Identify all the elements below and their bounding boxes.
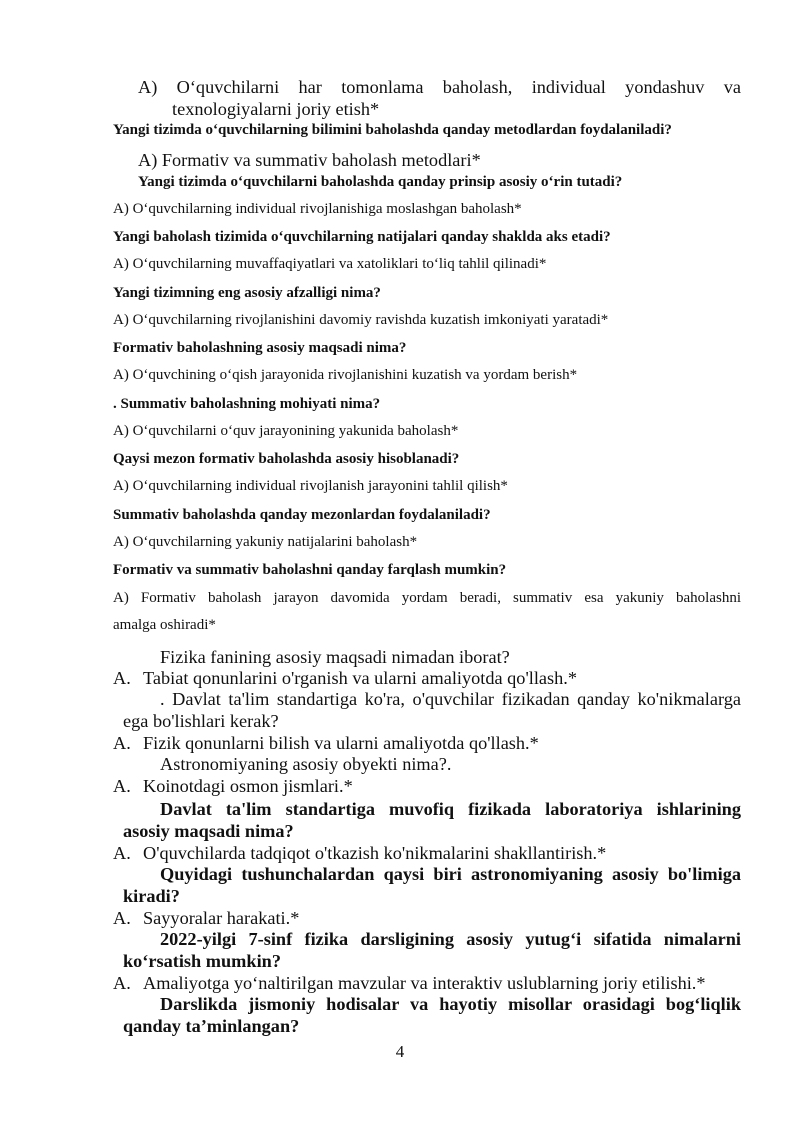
answer-line: Fizik qonunlarni bilish va ularni amaliyotda qo'llash.* <box>143 733 539 753</box>
question-line: Yangi tizimda o‘quvchilarning bilimini baholashda qanday metodlardan foydalaniladi? <box>113 122 672 138</box>
question-line: Formativ va summativ baholashni qanday farqlash mumkin? <box>113 562 507 578</box>
answer-line: O'quvchilarda tadqiqot o'tkazish ko'nikmalarini shakllantirish.* <box>143 843 607 863</box>
question-line: qanday ta’minlangan? <box>123 1016 300 1036</box>
answer-line: Sayyoralar harakati.* <box>143 908 300 928</box>
answer-label: A. <box>113 668 131 688</box>
question-line: . Summativ baholashning mohiyati nima? <box>113 396 381 412</box>
answer-label: A. <box>113 843 131 863</box>
answer-label: A. <box>113 908 131 928</box>
answer-line: Koinotdagi osmon jismlari.* <box>143 776 353 796</box>
answer-line: A) O‘quvchilarning rivojlanishini davomiy ravishda kuzatish imkoniyati yaratadi* <box>113 312 609 328</box>
answer-line: Amaliyotga yo‘naltirilgan mavzular va interaktiv uslublarning joriy etilishi.* <box>143 973 706 993</box>
question-line: Astronomiyaning asosiy obyekti nima?. <box>160 754 452 774</box>
question-line: kiradi? <box>123 886 180 906</box>
question-line: Summativ baholashda qanday mezonlardan foydalaniladi? <box>113 507 491 523</box>
answer-line: amalga oshiradi* <box>113 617 216 633</box>
question-line: . Davlat ta'lim standartiga ko'ra, o'quvchilar fizikadan qanday ko'nikmalarga <box>160 689 741 709</box>
answer-label: A. <box>113 776 131 796</box>
question-line: ega bo'lishlari kerak? <box>123 711 279 731</box>
question-line: Quyidagi tushunchalardan qaysi biri astronomiyaning asosiy bo'limiga <box>160 864 741 884</box>
page-number: 4 <box>395 1042 405 1061</box>
answer-line: A) O‘quvchining o‘qish jarayonida rivojlanishini kuzatish va yordam berish* <box>113 367 578 383</box>
answer-line: A) Formativ baholash jarayon davomida yordam beradi, summativ esa yakuniy baholashni <box>113 590 741 606</box>
question-line: asosiy maqsadi nima? <box>123 821 294 841</box>
question-line: Fizika fanining asosiy maqsadi nimadan iborat? <box>160 647 510 667</box>
question-line: Formativ baholashning asosiy maqsadi nima? <box>113 340 407 356</box>
question-line: Yangi baholash tizimida o‘quvchilarning natijalari qanday shaklda aks etadi? <box>113 229 611 245</box>
question-line: ko‘rsatish mumkin? <box>123 951 281 971</box>
question-line: Qaysi mezon formativ baholashda asosiy hisoblanadi? <box>113 451 460 467</box>
answer-line: texnologiyalarni joriy etish* <box>172 99 380 119</box>
answer-line: A) Formativ va summativ baholash metodlari* <box>138 150 481 170</box>
answer-label: A. <box>113 973 131 993</box>
answer-line: A) O‘quvchilarning individual rivojlanish jarayonini tahlil qilish* <box>113 478 508 494</box>
question-line: Yangi tizimning eng asosiy afzalligi nima? <box>113 285 381 301</box>
answer-label: A. <box>113 733 131 753</box>
question-line: 2022-yilgi 7-sinf fizika darsligining asosiy yutug‘i sifatida nimalarni <box>160 929 741 949</box>
answer-line: A) O‘quvchilarning muvaffaqiyatlari va xatoliklari to‘liq tahlil qilinadi* <box>113 256 547 272</box>
question-line: Yangi tizimda o‘quvchilarni baholashda qanday prinsip asosiy o‘rin tutadi? <box>138 174 623 190</box>
answer-line: Tabiat qonunlarini o'rganish va ularni amaliyotda qo'llash.* <box>143 668 577 688</box>
question-line: Darslikda jismoniy hodisalar va hayotiy misollar orasidagi bog‘liqlik <box>160 994 741 1014</box>
answer-line: A) O‘quvchilarni o‘quv jarayonining yakunida baholash* <box>113 423 459 439</box>
answer-line: A) O‘quvchilarning individual rivojlanishiga moslashgan baholash* <box>113 201 522 217</box>
question-line: Davlat ta'lim standartiga muvofiq fizikada laboratoriya ishlarining <box>160 799 741 819</box>
answer-line: A) O‘quvchilarning yakuniy natijalarini baholash* <box>113 534 418 550</box>
answer-line: A) O‘quvchilarni har tomonlama baholash, individual yondashuv va <box>138 77 741 97</box>
